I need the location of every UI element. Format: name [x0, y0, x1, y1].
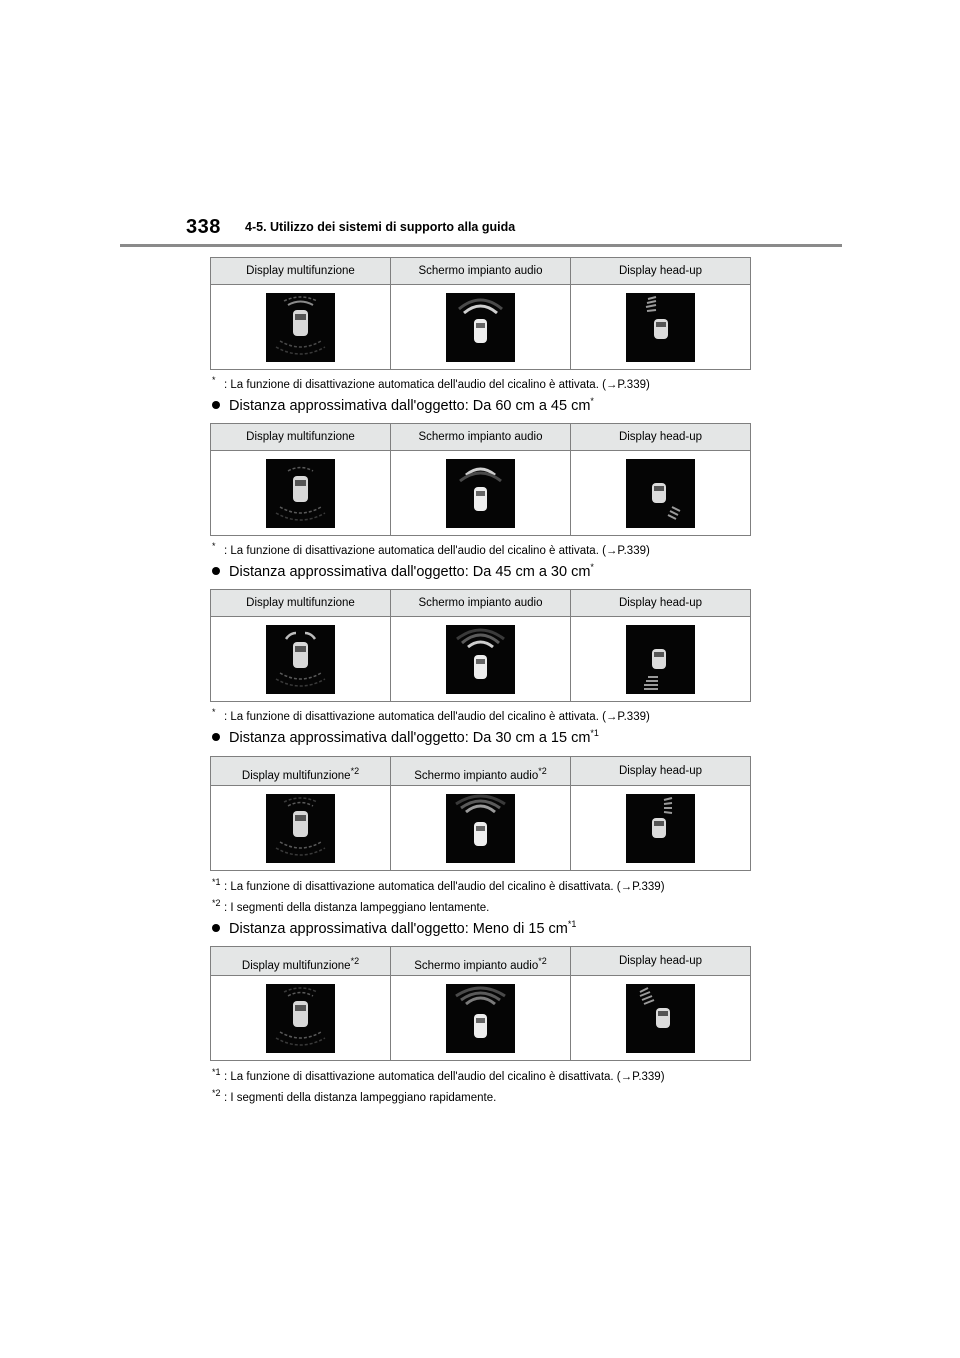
col-header-multi: Display multifunzione	[246, 431, 355, 443]
multi-display-image	[266, 459, 335, 528]
display-table-1	[210, 423, 751, 536]
table-image-row	[211, 285, 750, 369]
bullet-icon	[212, 401, 220, 409]
table-image-row	[211, 451, 750, 535]
head-up-display-image	[626, 459, 695, 528]
section-heading: Distanza approssimativa dall'oggetto: Da 60 cm a 45 cm*	[212, 396, 594, 414]
audio-screen-image	[446, 293, 515, 362]
footnote: $^{*1}$ : La funzione di disattivazione automatica dell'audio del cicalino è disattivata. (→P.339)	[212, 1067, 665, 1083]
table-image-row	[211, 617, 750, 701]
table-header-row	[211, 757, 750, 786]
page-number: 338	[186, 216, 221, 238]
footnote: $^{*2}$ : I segmenti della distanza lampeggiano rapidamente.	[212, 1088, 497, 1104]
col-header-multi: Display multifunzione$^{*2}$	[241, 766, 360, 782]
multi-display-image	[266, 293, 335, 362]
head-up-display-image	[626, 984, 695, 1053]
footnote: * : La funzione di disattivazione automatica dell'audio del cicalino è attivata. (→P.339)	[212, 541, 650, 557]
footnote: * : La funzione di disattivazione automatica dell'audio del cicalino è attivata. (→P.339)	[212, 375, 650, 391]
table-image-row	[211, 976, 750, 1060]
bullet-icon	[212, 924, 220, 932]
col-header-audio: Schermo impianto audio$^{*2}$	[390, 757, 570, 785]
page-header	[0, 0, 960, 250]
table-image-row	[211, 786, 750, 870]
col-header-multi: Display multifunzione	[246, 597, 355, 609]
table-header-row	[211, 590, 750, 617]
head-up-display-image	[626, 625, 695, 694]
multi-display-image	[266, 625, 335, 694]
section-heading: Distanza approssimativa dall'oggetto: Da 30 cm a 15 $cm^{*1}$	[212, 728, 599, 746]
col-header-hud: Display head-up	[570, 590, 750, 616]
col-header-hud: Display head-up	[570, 424, 750, 450]
col-header-hud: Display head-up	[570, 757, 750, 785]
footnote: $^{*1}$ : La funzione di disattivazione automatica dell'audio del cicalino è disattivata. (→P.339)	[212, 877, 665, 893]
audio-screen-image	[446, 459, 515, 528]
table-header-row	[211, 258, 750, 285]
bullet-icon	[212, 567, 220, 575]
col-header-multi: Display multifunzione$^{*2}$	[241, 956, 360, 972]
footnote: * : La funzione di disattivazione automatica dell'audio del cicalino è attivata. (→P.339)	[212, 707, 650, 723]
audio-screen-image	[446, 984, 515, 1053]
section-heading: Distanza approssimativa dall'oggetto: Meno di 15 $cm^{*1}$	[212, 919, 576, 937]
col-header-audio: Schermo impianto audio	[390, 424, 570, 450]
table-header-row	[211, 424, 750, 451]
display-table-3	[210, 756, 751, 871]
table-header-row	[211, 947, 750, 976]
header-divider	[120, 244, 842, 247]
display-table-4	[210, 946, 751, 1061]
display-table-2	[210, 589, 751, 702]
section-heading: Distanza approssimativa dall'oggetto: Da 45 cm a 30 cm*	[212, 562, 594, 580]
col-header-audio: Schermo impianto audio	[390, 590, 570, 616]
head-up-display-image	[626, 293, 695, 362]
head-up-display-image	[626, 794, 695, 863]
multi-display-image	[266, 984, 335, 1053]
display-table-0	[210, 257, 751, 370]
col-header-hud: Display head-up	[570, 258, 750, 284]
col-header-audio: Schermo impianto audio	[390, 258, 570, 284]
multi-display-image	[266, 794, 335, 863]
col-header-audio: Schermo impianto audio$^{*2}$	[390, 947, 570, 975]
audio-screen-image	[446, 625, 515, 694]
footnote: $^{*2}$ : I segmenti della distanza lampeggiano lentamente.	[212, 898, 490, 914]
col-header-multi: Display multifunzione	[246, 265, 355, 277]
audio-screen-image	[446, 794, 515, 863]
section-title: 4-5. Utilizzo dei sistemi di supporto alla guida	[245, 220, 516, 234]
bullet-icon	[212, 733, 220, 741]
col-header-hud: Display head-up	[570, 947, 750, 975]
